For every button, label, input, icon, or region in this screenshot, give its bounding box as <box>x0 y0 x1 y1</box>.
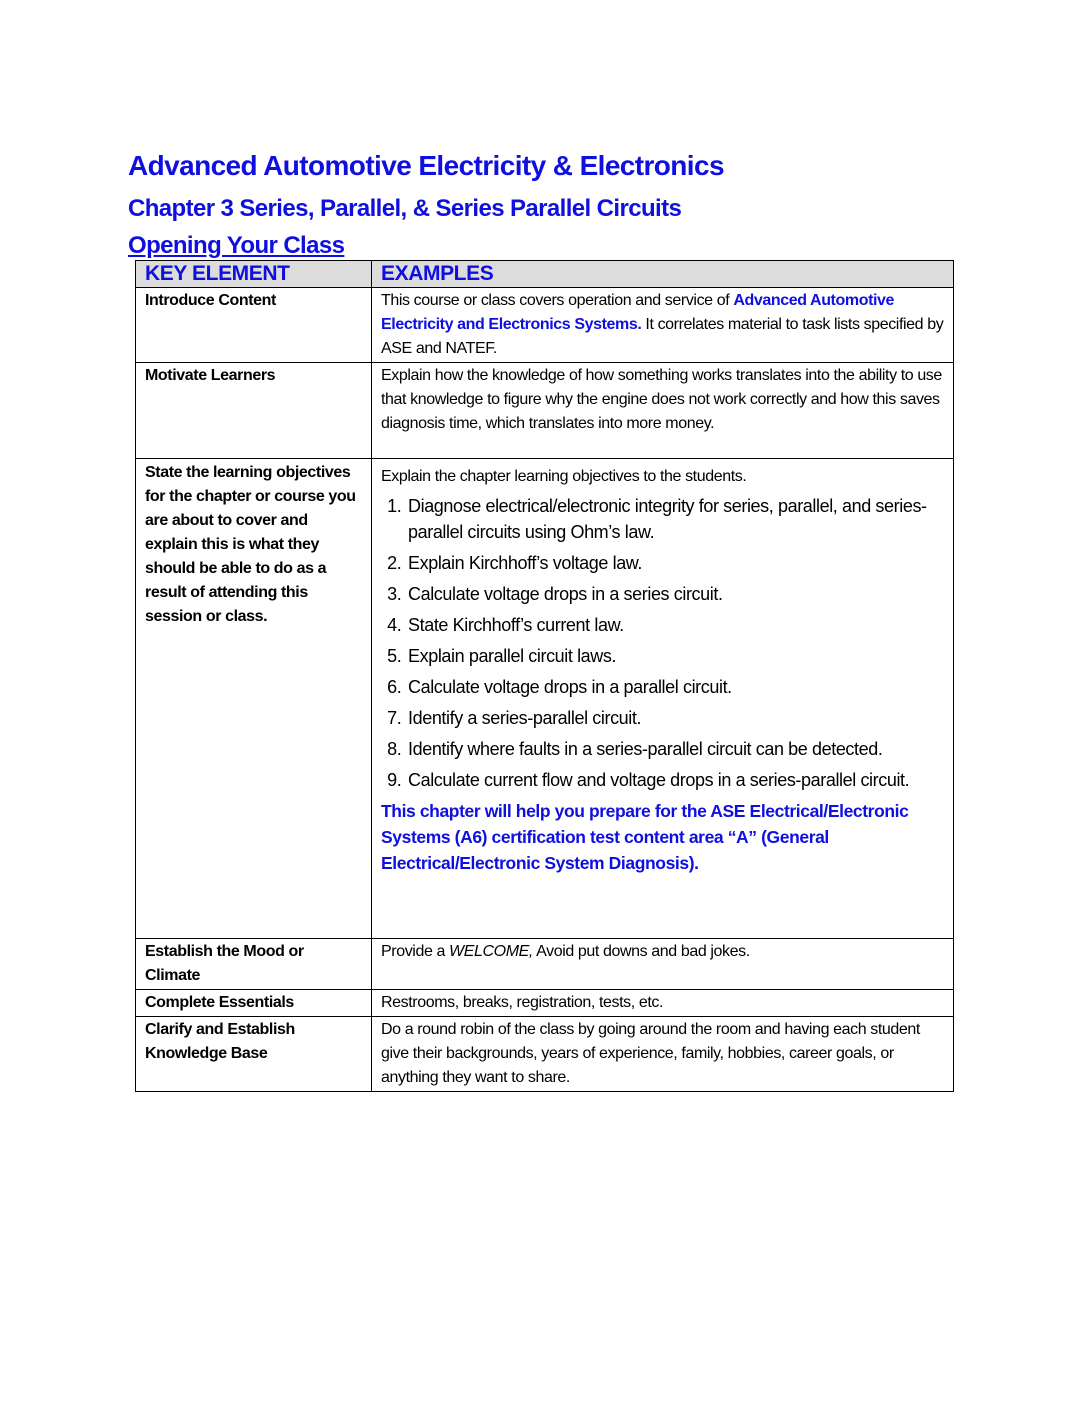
key-cell: Complete Essentials <box>136 990 372 1017</box>
key-cell: Motivate Learners <box>136 363 372 459</box>
objectives-list <box>381 493 944 793</box>
key-cell: Establish the Mood or Climate <box>136 939 372 990</box>
table-row <box>136 1017 954 1092</box>
chapter-title: Chapter 3 Series, Parallel, & Series Parallel Circuits <box>128 195 682 222</box>
text: It correlates material to task lists specified by ASE and NATEF. <box>381 316 944 357</box>
section-heading: Opening Your Class <box>128 232 345 259</box>
objectives-intro: Explain the chapter learning objectives to the students. <box>381 468 747 485</box>
objective-item: 5. Explain parallel circuit laws. <box>406 643 944 669</box>
key-cell: State the learning objectives for the chapter or course you are about to cover and explain this is what they should be able to do as a result of attending this session or class. <box>136 459 372 939</box>
key-cell: Introduce Content <box>136 288 372 363</box>
header-key-element: KEY ELEMENT <box>136 261 372 288</box>
table-row <box>136 939 954 990</box>
emphasis: WELCOME, <box>449 943 533 960</box>
objective-item: 4. State Kirchhoff’s current law. <box>406 612 944 638</box>
example-cell: Do a round robin of the class by going around the room and having each student give their backgrounds, years of experience, family, hobbies, career goals, or anything they want to share. <box>372 1017 954 1092</box>
text: Provide a <box>381 943 450 960</box>
table-row <box>136 459 954 939</box>
example-cell <box>372 288 954 363</box>
objective-item: 8. Identify where faults in a series-parallel circuit can be detected. <box>406 736 944 762</box>
ase-note: This chapter will help you prepare for the ASE Electrical/Electronic Systems (A6) certification test content area “A” (General Electrical/Electronic System Diagnosis). <box>381 801 909 873</box>
example-cell <box>372 939 954 990</box>
objective-item: 3. Calculate voltage drops in a series circuit. <box>406 581 944 607</box>
document-title: Advanced Automotive Electricity & Electronics <box>128 150 724 181</box>
objective-item: 7. Identify a series-parallel circuit. <box>406 705 944 731</box>
example-cell <box>372 459 954 939</box>
example-cell: Restrooms, breaks, registration, tests, etc. <box>372 990 954 1017</box>
table-row <box>136 990 954 1017</box>
text: This course or class covers operation and service of <box>381 292 734 309</box>
opening-class-table <box>135 260 954 1092</box>
objective-item: 1. Diagnose electrical/electronic integrity for series, parallel, and series-parallel circuits using Ohm’s law. <box>406 493 944 545</box>
objective-item: 6. Calculate voltage drops in a parallel circuit. <box>406 674 944 700</box>
example-cell: Explain how the knowledge of how something works translates into the ability to use that knowledge to figure why the engine does not work correctly and how this saves diagnosis time, which translates into more money. <box>372 363 954 459</box>
course-name: Advanced Automotive Electricity and Electronics Systems. <box>381 292 895 333</box>
table-row <box>136 288 954 363</box>
key-cell: Clarify and Establish Knowledge Base <box>136 1017 372 1092</box>
table-header-row <box>136 261 954 288</box>
text: Avoid put downs and bad jokes. <box>532 943 750 960</box>
objective-item: 2. Explain Kirchhoff’s voltage law. <box>406 550 944 576</box>
table-row <box>136 363 954 459</box>
header-examples: EXAMPLES <box>372 261 954 288</box>
objective-item: 9. Calculate current flow and voltage drops in a series-parallel circuit. <box>406 767 944 793</box>
